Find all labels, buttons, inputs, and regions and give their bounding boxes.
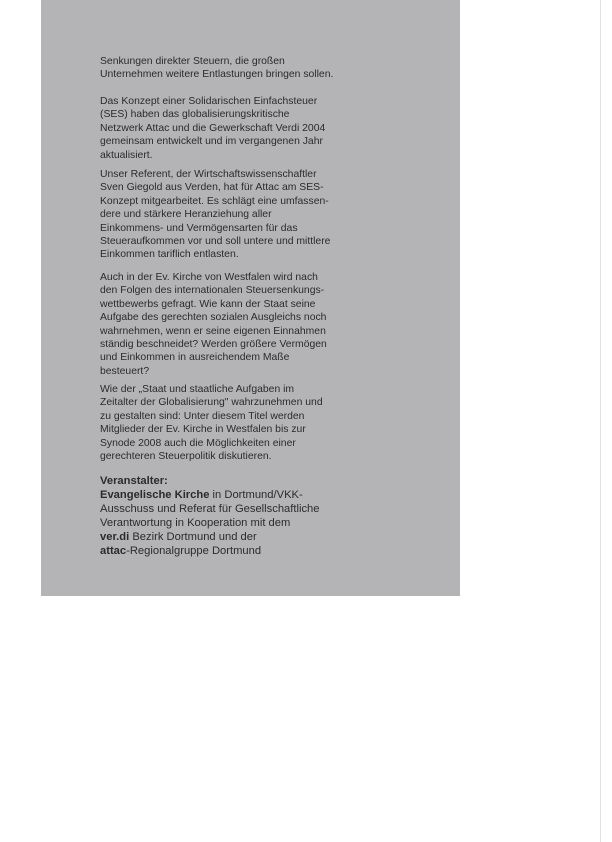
- paragraph-4: [100, 271, 400, 378]
- text-line: Sven Giegold aus Verden, hat für Attac am SES-: [100, 182, 324, 194]
- organizer-block: [100, 474, 400, 558]
- organizer-line: Ausschuss und Referat für Gesellschaftliche: [100, 503, 320, 515]
- text-line: wettbewerbs gefragt. Wie kann der Staat seine: [100, 298, 316, 310]
- text-line: Das Konzept einer Solidarischen Einfachsteuer: [100, 96, 318, 107]
- text-line: dere und stärkere Heranziehung aller: [100, 209, 272, 221]
- organizer-line: Verantwortung in Kooperation mit dem: [100, 517, 291, 529]
- paragraph-1: [100, 55, 400, 82]
- text-line: zu gestalten sind: Unter diesem Titel werden: [100, 410, 305, 422]
- text-line: den Folgen des internationalen Steuersenkungs-: [100, 285, 325, 297]
- text-line: und Einkommen in ausreichendem Maße: [100, 352, 290, 364]
- organizer-line: [100, 544, 400, 558]
- text-line: Unternehmen weitere Entlastungen bringen sollen.: [100, 69, 334, 81]
- text-line: Synode 2008 auch die Möglichkeiten einer: [100, 437, 296, 449]
- organizer-line: [100, 530, 400, 544]
- text-line: (SES) haben das globalisierungskritische: [100, 109, 290, 121]
- text-line: Mitglieder der Ev. Kirche in Westfalen bis zur: [100, 424, 306, 436]
- organizer-line-text: in Dortmund/VKK-: [209, 489, 303, 501]
- organizer-line-text: -Regionalgruppe Dortmund: [126, 545, 262, 557]
- text-line: Senkungen direkter Steuern, die großen: [100, 56, 285, 67]
- text-line: ständig beschneidet? Werden größere Vermögen: [100, 339, 327, 351]
- text-line: Konzept mitgearbeitet. Es schlägt eine umfassen-: [100, 195, 329, 207]
- text-line: Wie der „Staat und staatliche Aufgaben im: [100, 384, 295, 395]
- text-line: Auch in der Ev. Kirche von Westfalen wird nach: [100, 272, 318, 283]
- text-line: Einkommen tariflich entlasten.: [100, 249, 239, 261]
- paragraph-5: [100, 383, 400, 463]
- text-line: Aufgabe des gerechten sozialen Ausgleichs noch: [100, 312, 327, 324]
- text-line: wahrnehmen, wenn er seine eigenen Einnahmen: [100, 325, 326, 337]
- organizer-church-name: Evangelische Kirche: [100, 489, 210, 501]
- text-line: Zeitalter der Globalisierung" wahrzunehmen und: [100, 397, 323, 409]
- text-line: gerechteren Steuerpolitik diskutieren.: [100, 451, 272, 463]
- organizer-heading: Veranstalter:: [100, 475, 168, 487]
- text-line: Unser Referent, der Wirtschaftswissenschaftler: [100, 169, 317, 180]
- text-line: Netzwerk Attac und die Gewerkschaft Verdi 2004: [100, 122, 326, 134]
- text-line: aktualisiert.: [100, 149, 153, 161]
- scan-edge-line: [600, 0, 601, 842]
- text-line: Steueraufkommen vor und soll untere und mittlere: [100, 236, 331, 248]
- text-line: Einkommens- und Vermögensarten für das: [100, 222, 298, 234]
- text-line: besteuert?: [100, 365, 150, 377]
- organizer-line-text: Bezirk Dortmund und der: [129, 531, 257, 543]
- paragraph-2: [100, 95, 400, 162]
- organizer-attac-name: attac: [100, 545, 127, 557]
- organizer-line: [100, 488, 400, 502]
- text-line: gemeinsam entwickelt und im vergangenen Jahr: [100, 136, 323, 148]
- paragraph-3: [100, 168, 400, 262]
- organizer-verdi-name: ver.di: [100, 531, 130, 543]
